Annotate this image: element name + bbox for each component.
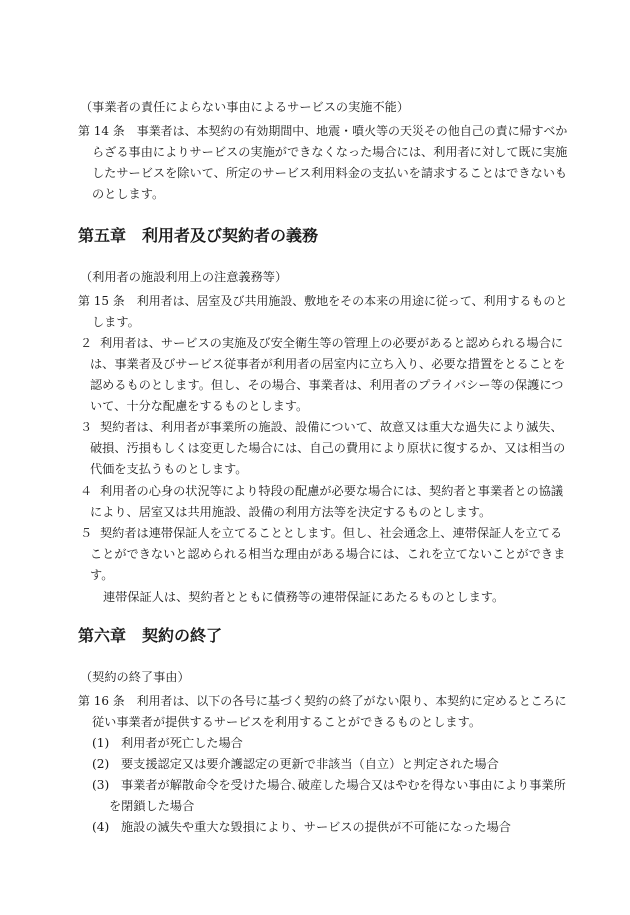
article16-caption: （契約の終了事由） <box>80 670 190 684</box>
article15-para2-line-4: いて、十分な配慮をするものとします。 <box>90 399 309 413</box>
article15-para4-num: ４ <box>80 484 93 498</box>
article16-item3-num: (3) <box>92 778 110 792</box>
article15-para4-line-1: 利用者の心身の状況等により特段の配慮が必要な場合には、契約者と事業者との協議 <box>100 484 564 498</box>
article16-item2-text: 要支援認定又は要介護認定の更新で非該当（自立）と判定された場合 <box>121 757 499 771</box>
article14-line-4: のとします。 <box>92 187 165 201</box>
chapter5-title: 第五章 利用者及び契約者の義務 <box>78 226 319 245</box>
chapter6-title: 第六章 契約の終了 <box>78 626 223 645</box>
article16-item4-num: (4) <box>92 820 110 834</box>
article15-line-2: します。 <box>92 315 140 329</box>
article14-caption: （事業者の責任によらない事由によるサービスの実施不能） <box>80 100 410 114</box>
article16-line-1: 第 16 条 利用者は、以下の各号に基づく契約の終了がない限り、本契約に定めるところに <box>78 694 567 708</box>
article14-line-3: したサービスを除いて、所定のサービス利用料金の支払いを請求することはできないも <box>92 166 568 180</box>
article16-item4-text: 施設の滅失や重大な毀損により、サービスの提供が不可能になった場合 <box>121 820 511 834</box>
article16-item3-line-2: を閉鎖した場合 <box>109 799 195 813</box>
article15-para5-line-1: 契約者は連帯保証人を立てることとします。但し、社会通念上、連帯保証人を立てる <box>100 526 563 540</box>
article15-note: 連帯保証人は、契約者とともに債務等の連帯保証にあたるものとします。 <box>103 590 505 604</box>
article15-para5-num: ５ <box>80 526 93 540</box>
article15-para4-line-2: により、居室又は共用施設、設備の利用方法等を決定するものとします。 <box>90 505 492 519</box>
article15-para2-line-2: は、事業者及びサービス従事者が利用者の居室内に立ち入り、必要な措置をとることを <box>90 357 566 371</box>
article16-item2-num: (2) <box>92 757 110 771</box>
article15-para3-line-3: 代価を支払うものとします。 <box>90 462 248 476</box>
article16-item1-text: 利用者が死亡した場合 <box>121 736 243 750</box>
article15-caption: （利用者の施設利用上の注意義務等） <box>80 270 288 284</box>
article14-line-2: らざる事由によりサービスの実施ができなくなった場合には、利用者に対して既に実施 <box>92 145 568 159</box>
article14-line-1: 第 14 条 事業者は、本契約の有効期間中、地震・噴火等の天災その他自己の責に帰すべか <box>78 124 568 138</box>
article15-para3-line-1: 契約者は、利用者が事業所の施設、設備について、故意又は重大な過失により滅失、 <box>100 420 563 434</box>
article15-para2-line-3: 認めるものとします。但し、その場合、事業者は、利用者のプライバシー等の保護につ <box>90 378 564 392</box>
article15-line-1: 第 15 条 利用者は、居室及び共用施設、敷地をその本来の用途に従って、利用するものと <box>78 294 568 308</box>
article16-item3-line-1: 事業者が解散命令を受けた場合､破産した場合又はやむを得ない事由により事業所 <box>121 778 566 792</box>
article16-item1-num: (1) <box>92 736 110 750</box>
article15-para3-num: ３ <box>80 420 93 434</box>
article15-para5-line-3: す。 <box>90 568 114 582</box>
article15-para2-num: ２ <box>80 336 93 350</box>
article15-para3-line-2: 破損、汚損もしくは変更した場合には、自己の費用により原状に復するか、又は相当の <box>90 441 566 455</box>
article16-line-2: 従い事業者が提供するサービスを利用することができるものとします。 <box>92 715 482 729</box>
article15-para5-line-2: ことができないと認められる相当な理由がある場合には、これを立てないことができま <box>90 547 566 561</box>
article15-para2-line-1: 利用者は、サービスの実施及び安全衛生等の管理上の必要があると認められる場合に <box>100 336 564 350</box>
